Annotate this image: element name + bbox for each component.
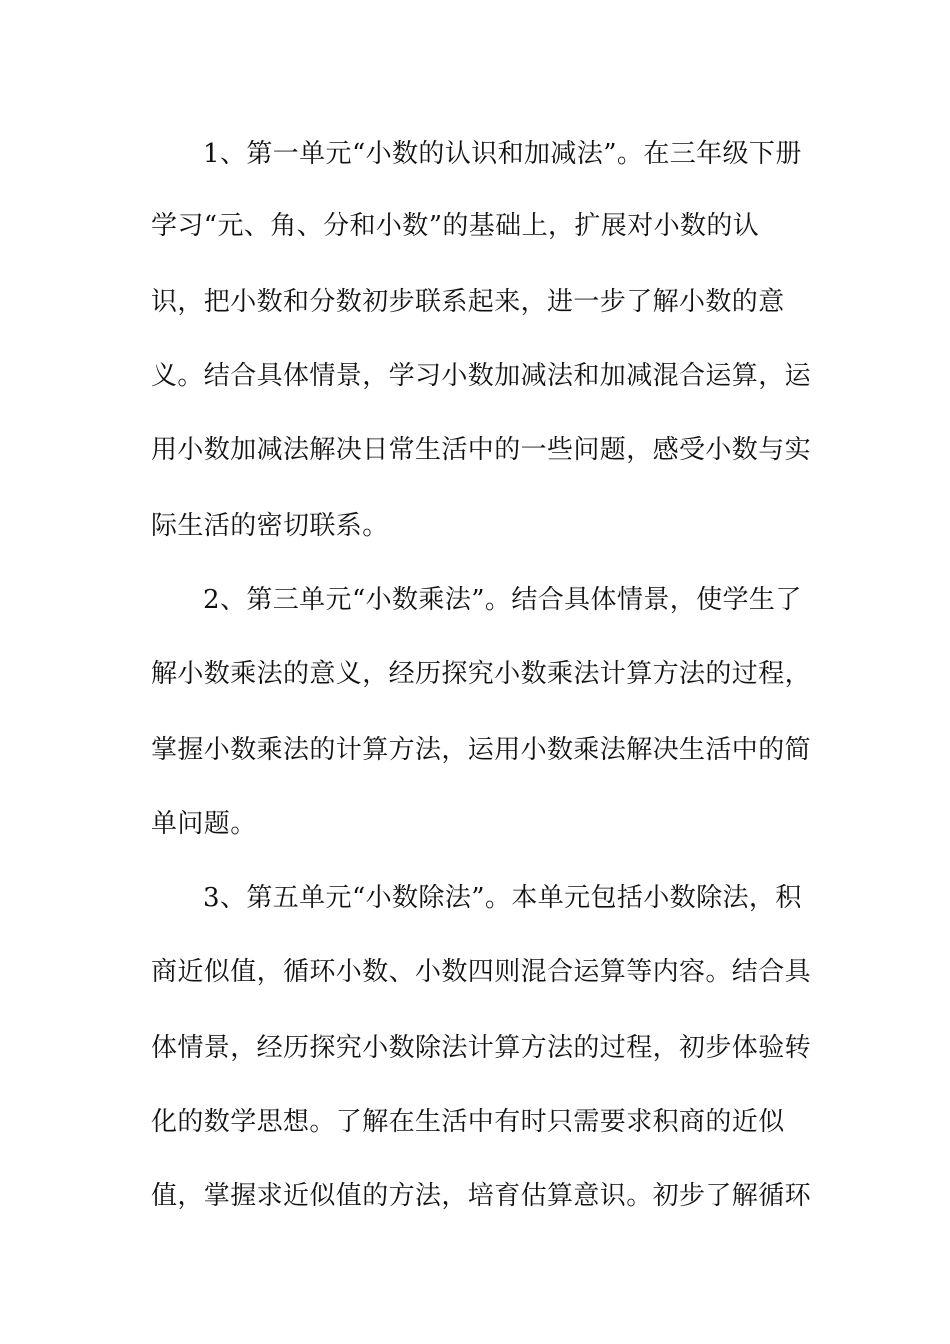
paragraph-2-line-4: 单问题。 [151,809,257,839]
paragraph-1-line-5: 用小数加减法解决日常生活中的一些问题，感受小数与实 [151,435,812,465]
paragraph-3-line-4: 化的数学思想。了解在生活中有时只需要求积商的近似 [151,1107,785,1137]
paragraph-3-line-5: 值，掌握求近似值的方法，培育估算意识。初步了解循环 [151,1181,812,1211]
paragraph-1-line-6: 际生活的密切联系。 [151,511,389,541]
paragraph-3-line-2: 商近似值，循环小数、小数四则混合运算等内容。结合具 [151,957,812,987]
paragraph-2-line-2: 解小数乘法的意义，经历探究小数乘法计算方法的过程， [151,659,812,689]
paragraph-2-line-3: 掌握小数乘法的计算方法，运用小数乘法解决生活中的简 [151,735,812,765]
paragraph-1-line-3: 识，把小数和分数初步联系起来，进一步了解小数的意 [151,287,785,317]
paragraph-1-line-1: 1、第一单元“小数的认识和加减法”。在三年级下册 [203,139,802,169]
paragraph-3-line-1: 3、第五单元“小数除法”。本单元包括小数除法，积 [203,883,802,913]
paragraph-1-line-4: 义。结合具体情景，学习小数加减法和加减混合运算，运 [151,361,812,391]
paragraph-3-line-3: 体情景，经历探究小数除法计算方法的过程，初步体验转 [151,1033,812,1063]
paragraph-2-line-1: 2、第三单元“小数乘法”。结合具体情景，使学生了 [203,585,802,615]
paragraph-1-line-2: 学习“元、角、分和小数”的基础上，扩展对小数的认 [151,211,760,241]
